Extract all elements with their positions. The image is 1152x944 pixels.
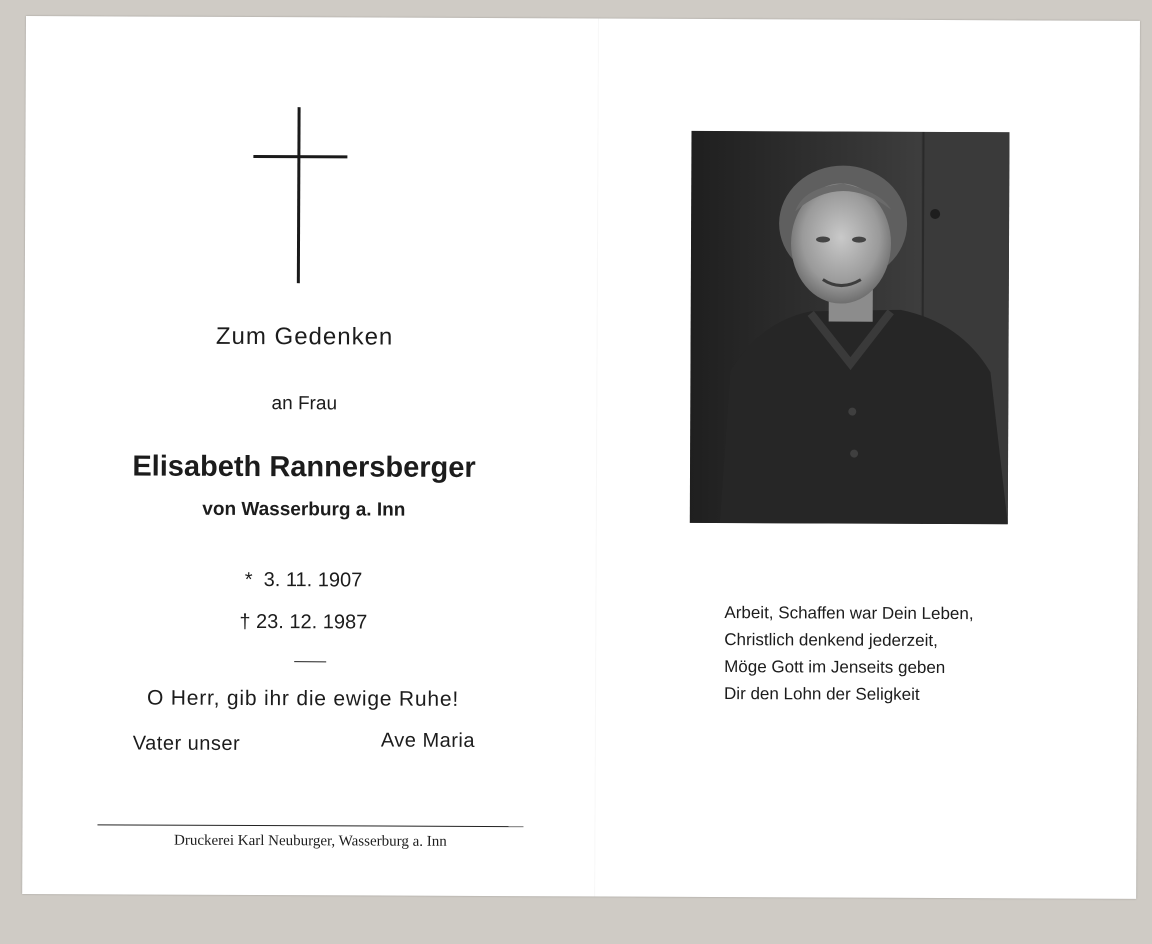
printer-rule	[97, 824, 523, 827]
poem-line: Arbeit, Schaffen war Dein Leben,	[724, 603, 974, 624]
poem-line: Dir den Lohn der Seligkeit	[724, 684, 920, 704]
prayer-ave-maria: Ave Maria	[380, 729, 476, 752]
portrait-photo	[690, 131, 1010, 524]
poem-line: Christlich denkend jederzeit,	[724, 630, 938, 650]
cross-horizontal-bar	[253, 155, 347, 158]
memorial-card	[22, 16, 1140, 899]
memorial-poem	[724, 599, 974, 708]
poem-line: Möge Gott im Jenseits geben	[724, 657, 946, 678]
portrait-image	[690, 131, 1010, 524]
death-date: † 23. 12. 1987	[239, 610, 368, 634]
card-fold	[594, 18, 599, 896]
prayer-vater-unser: Vater unser	[132, 732, 241, 755]
cross-vertical-bar	[297, 107, 301, 283]
cross-icon	[26, 16, 1140, 21]
salutation: an Frau	[271, 393, 338, 415]
heading: Zum Gedenken	[215, 322, 394, 351]
origin: von Wasserburg a. Inn	[202, 498, 406, 521]
birth-date: * 3. 11. 1907	[244, 568, 363, 592]
printer-credit: Druckerei Karl Neuburger, Wasserburg a. Inn	[174, 832, 447, 850]
prayer-line: O Herr, gib ihr die ewige Ruhe!	[146, 686, 460, 711]
deceased-name: Elisabeth Rannersberger	[132, 450, 476, 484]
divider-dash	[294, 661, 326, 662]
